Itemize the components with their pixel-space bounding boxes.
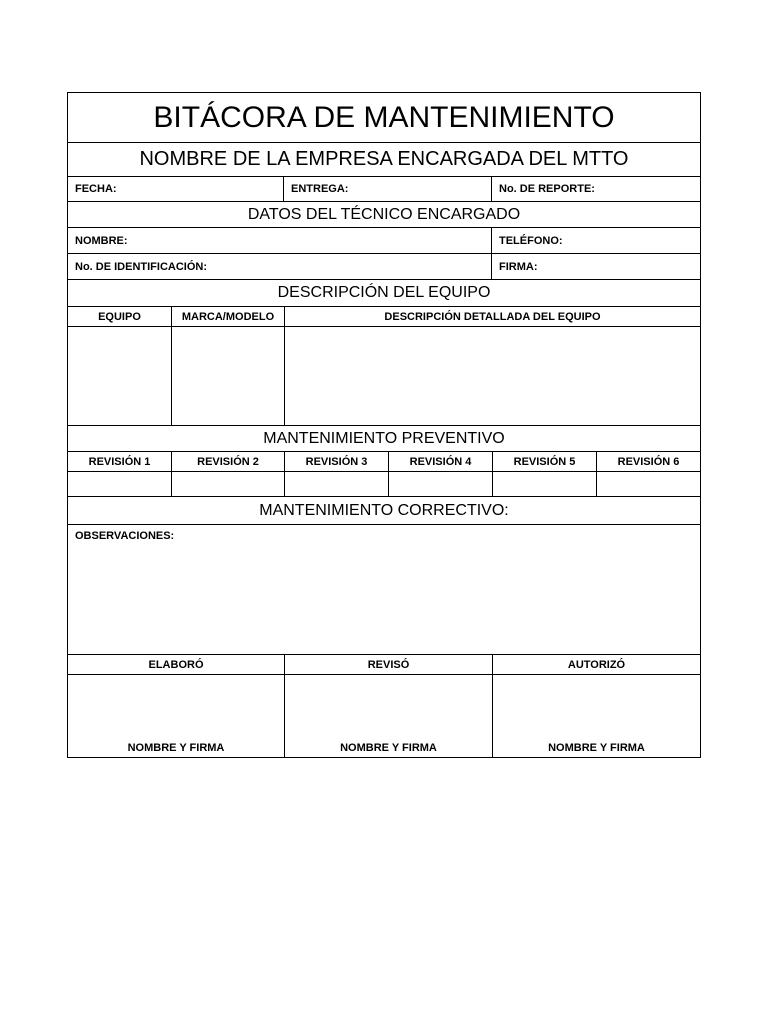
company-row bbox=[67, 143, 701, 177]
elaboro-signature-box[interactable]: NOMBRE Y FIRMA bbox=[68, 675, 285, 757]
elaboro-label: ELABORÓ bbox=[68, 655, 285, 674]
revision-6-input[interactable] bbox=[597, 472, 700, 496]
form-title: BITÁCORA DE MANTENIMIENTO bbox=[153, 100, 615, 134]
telefono-field[interactable]: TELÉFONO: bbox=[499, 234, 563, 247]
firma-field[interactable]: FIRMA: bbox=[499, 260, 538, 273]
preventivo-heading: MANTENIMIENTO PREVENTIVO bbox=[263, 429, 505, 447]
identificacion-field[interactable]: No. DE IDENTIFICACIÓN: bbox=[68, 254, 492, 279]
preventivo-heading-row bbox=[67, 426, 701, 452]
nombre-field[interactable]: NOMBRE: bbox=[68, 228, 492, 253]
revision-3-input[interactable] bbox=[285, 472, 389, 496]
correctivo-heading-row bbox=[67, 497, 701, 525]
reviso-signature-box[interactable]: NOMBRE Y FIRMA bbox=[285, 675, 493, 757]
tecnico-row-1 bbox=[67, 228, 701, 254]
firmas-header-row bbox=[67, 655, 701, 675]
title-row bbox=[67, 92, 701, 143]
reviso-label: REVISÓ bbox=[285, 655, 493, 674]
equipo-input-area[interactable] bbox=[68, 327, 172, 425]
revisiones-header-row bbox=[67, 452, 701, 472]
revision-5-input[interactable] bbox=[493, 472, 597, 496]
revision-1-input[interactable] bbox=[68, 472, 172, 496]
equipo-heading-row bbox=[67, 280, 701, 307]
firmas-row bbox=[67, 675, 701, 758]
revision-2-input[interactable] bbox=[172, 472, 285, 496]
entrega-field[interactable]: ENTREGA: bbox=[284, 177, 492, 201]
col-marca-modelo: MARCA/MODELO bbox=[172, 307, 285, 326]
tecnico-heading: DATOS DEL TÉCNICO ENCARGADO bbox=[247, 205, 521, 223]
revision-3-label: REVISIÓN 3 bbox=[285, 452, 389, 471]
tecnico-row-2 bbox=[67, 254, 701, 280]
col-descripcion: DESCRIPCIÓN DETALLADA DEL EQUIPO bbox=[384, 310, 601, 323]
maintenance-log-form bbox=[67, 92, 701, 758]
equipo-columns-row bbox=[67, 307, 701, 327]
equipo-data-row bbox=[67, 327, 701, 426]
equipo-heading: DESCRIPCIÓN DEL EQUIPO bbox=[277, 284, 491, 301]
descripcion-input-area[interactable] bbox=[285, 327, 700, 425]
reporte-field[interactable]: No. DE REPORTE: bbox=[499, 183, 595, 195]
header-fields-row bbox=[67, 177, 701, 202]
company-name: NOMBRE DE LA EMPRESA ENCARGADA DEL MTTO bbox=[139, 148, 629, 170]
autorizo-signature-box[interactable]: NOMBRE Y FIRMA bbox=[548, 742, 645, 754]
fecha-field[interactable]: FECHA: bbox=[68, 177, 284, 201]
revision-2-label: REVISIÓN 2 bbox=[172, 452, 285, 471]
revision-4-label: REVISIÓN 4 bbox=[389, 452, 493, 471]
revisiones-input-row bbox=[67, 472, 701, 497]
marca-input-area[interactable] bbox=[172, 327, 285, 425]
correctivo-heading: MANTENIMIENTO CORRECTIVO: bbox=[259, 501, 509, 519]
revision-6-label: REVISIÓN 6 bbox=[617, 455, 680, 468]
observaciones-area[interactable]: OBSERVACIONES: bbox=[75, 530, 175, 542]
revision-5-label: REVISIÓN 5 bbox=[493, 452, 597, 471]
col-equipo: EQUIPO bbox=[68, 307, 172, 326]
observaciones-row bbox=[67, 525, 701, 655]
revision-1-label: REVISIÓN 1 bbox=[68, 452, 172, 471]
tecnico-heading-row bbox=[67, 202, 701, 228]
revision-4-input[interactable] bbox=[389, 472, 493, 496]
autorizo-label: AUTORIZÓ bbox=[567, 658, 626, 671]
